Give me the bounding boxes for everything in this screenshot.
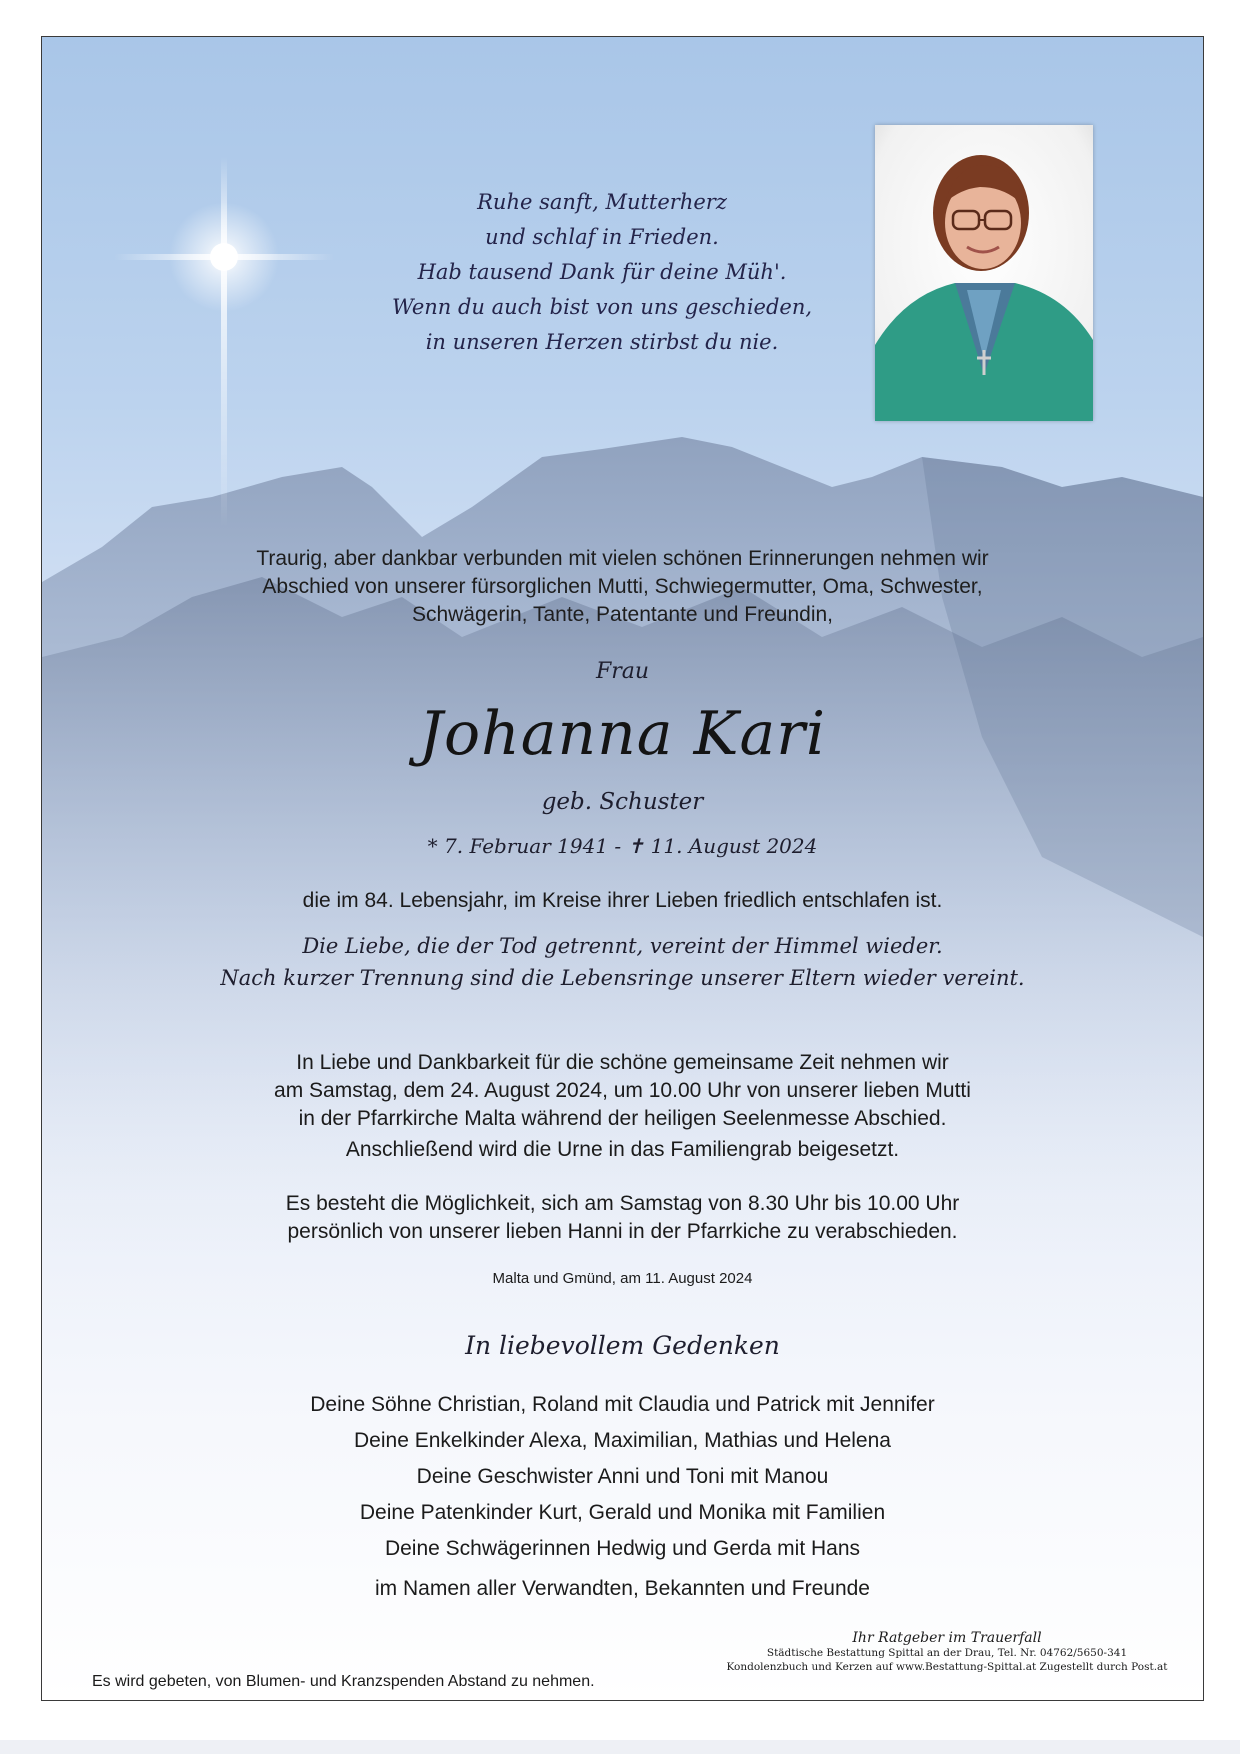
intro-line: Abschied von unserer fürsorglichen Mutti, Schwiegermutter, Oma, Schwester, — [262, 575, 983, 598]
quote-line: Nach kurzer Trennung sind die Lebensringe unserer Eltern wieder vereint. — [220, 966, 1025, 990]
intro-text — [42, 545, 1203, 629]
poem-line: Ruhe sanft, Mutterherz — [477, 190, 727, 214]
undertaker-address: Städtische Bestattung Spittal an der Drau, Tel. Nr. 04762/5650-341 — [766, 1647, 1128, 1659]
gedenken-heading: In liebevollem Gedenken — [465, 1331, 780, 1360]
scan-edge — [0, 1740, 1240, 1754]
undertaker-title: Ihr Ratgeber im Trauerfall — [852, 1630, 1042, 1646]
title-frau: Frau — [595, 659, 650, 684]
family-line: Deine Geschwister Anni und Toni mit Manou — [416, 1465, 829, 1488]
quote-line: Die Liebe, die der Tod getrennt, vereint der Himmel wieder. — [302, 934, 943, 958]
poem-line: Wenn du auch bist von uns geschieden, — [391, 295, 813, 319]
star-glow-icon — [104, 137, 344, 537]
flower-donation-note: Es wird gebeten, von Blumen- und Kranzspenden Abstand zu nehmen. — [92, 1673, 595, 1690]
undertaker-info — [712, 1630, 1182, 1674]
intro-line: Schwägerin, Tante, Patentante und Freundin, — [411, 603, 834, 626]
ceremony-line: Anschließend wird die Urne in das Familiengrab beigesetzt. — [345, 1138, 900, 1161]
family-closing: im Namen aller Verwandten, Bekannten und Freunde — [375, 1577, 870, 1600]
family-line: Deine Schwägerinnen Hedwig und Gerda mit Hans — [384, 1537, 861, 1560]
farewell-text — [42, 1190, 1203, 1246]
poem-line: und schlaf in Frieden. — [485, 225, 719, 249]
deceased-name: Johanna Kari — [418, 699, 827, 769]
farewell-line: persönlich von unserer lieben Hanni in der Pfarrkiche zu verabschieden. — [287, 1220, 958, 1243]
ceremony-text — [42, 1049, 1203, 1164]
intro-line: Traurig, aber dankbar verbunden mit vielen schönen Erinnerungen nehmen wir — [256, 547, 989, 570]
ceremony-line: am Samstag, dem 24. August 2024, um 10.00 Uhr von unserer lieben Mutti — [274, 1079, 971, 1102]
family-line: Deine Enkelkinder Alexa, Maximilian, Mathias und Helena — [354, 1429, 891, 1452]
family-line: Deine Söhne Christian, Roland mit Claudia und Patrick mit Jennifer — [310, 1393, 935, 1416]
poem-line: in unseren Herzen stirbst du nie. — [425, 330, 779, 354]
quote — [42, 930, 1203, 994]
farewell-line: Es besteht die Möglichkeit, sich am Samstag von 8.30 Uhr bis 10.00 Uhr — [285, 1192, 960, 1215]
ceremony-line: In Liebe und Dankbarkeit für die schöne gemeinsame Zeit nehmen wir — [296, 1051, 949, 1074]
family-line: Deine Patenkinder Kurt, Gerald und Monika mit Familien — [359, 1501, 886, 1524]
place-date: Malta und Gmünd, am 11. August 2024 — [492, 1270, 753, 1287]
poem-line: Hab tausend Dank für deine Müh'. — [417, 260, 787, 284]
undertaker-website: Kondolenzbuch und Kerzen auf www.Bestattung-Spittal.at Zugestellt durch Post.at — [726, 1661, 1168, 1673]
poem — [342, 185, 862, 360]
portrait-photo — [875, 125, 1093, 421]
ceremony-line: in der Pfarrkirche Malta während der heiligen Seelenmesse Abschied. — [298, 1107, 947, 1130]
life-dates: * 7. Februar 1941 - ✝ 11. August 2024 — [427, 834, 818, 858]
age-line: die im 84. Lebensjahr, im Kreise ihrer Lieben friedlich entschlafen ist. — [302, 889, 943, 912]
family-list — [42, 1387, 1203, 1607]
obituary-card — [41, 36, 1204, 1701]
birth-name: geb. Schuster — [541, 789, 704, 815]
